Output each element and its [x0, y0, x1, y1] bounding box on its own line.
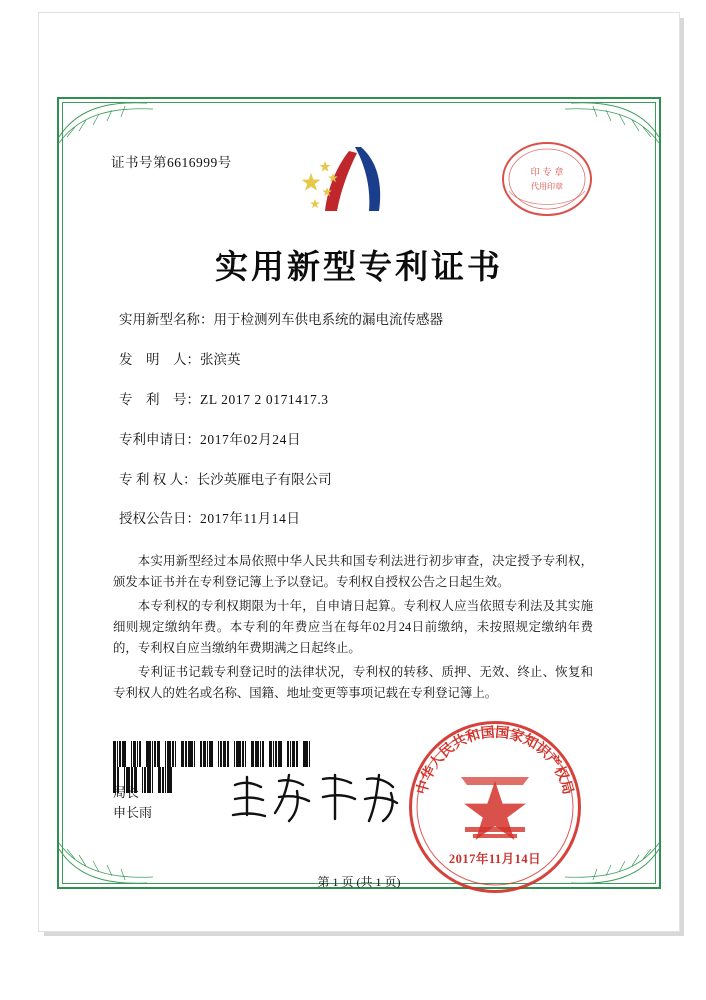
field-row	[119, 311, 589, 330]
field-value: 张滨英	[200, 351, 241, 367]
field-value: ZL 2017 2 0171417.3	[200, 391, 329, 407]
field-row	[119, 431, 589, 450]
sipo-logo-icon	[291, 143, 411, 221]
top-red-seal-icon	[499, 131, 595, 227]
official-red-seal	[409, 721, 581, 893]
field-row	[119, 351, 589, 370]
field-list	[119, 311, 589, 550]
field-value: 用于检测列车供电系统的漏电流传感器	[213, 312, 443, 327]
field-label: 专 利 号：	[119, 391, 200, 407]
field-value: 长沙英雁电子有限公司	[196, 471, 332, 487]
field-row	[119, 391, 589, 410]
director-block	[113, 783, 152, 823]
seal-date: 2017年11月14日	[448, 852, 542, 866]
field-label: 发 明 人：	[119, 351, 200, 367]
field-label: 专利申请日：	[119, 431, 200, 447]
certificate-number: 证书号第6616999号	[111, 155, 232, 170]
field-value: 2017年11月14日	[200, 511, 301, 527]
page-number: 第 1 页 (共 1 页)	[317, 875, 401, 889]
legal-paragraph: 本专利权的专利权期限为十年，自申请日起算。专利权人应当依照专利法及其实施细则规定缴纳年费。本专利的年费应当在每年02月24日前缴纳，未按照规定缴纳年费的，专利权自应当缴纳年费期满之日起终止。	[113, 598, 593, 656]
certificate-page	[38, 12, 680, 932]
director-title: 局长	[113, 785, 140, 800]
legal-paragraph: 专利证书记载专利登记时的法律状况，专利权的转移、质押、无效、终止、恢复和专利权人的姓名或名称、国籍、地址变更等事项记载在专利登记簿上。	[113, 664, 593, 700]
director-name: 申长雨	[113, 805, 153, 821]
field-row	[119, 510, 589, 529]
field-label: 授权公告日：	[119, 511, 200, 527]
certificate-content	[79, 121, 639, 889]
svg-text:印 专 章: 印 专 章	[530, 168, 564, 178]
field-label: 专 利 权 人：	[119, 471, 197, 487]
field-label: 实用新型名称：	[119, 312, 214, 327]
barcode	[113, 741, 313, 767]
handwritten-signature	[227, 769, 407, 829]
field-row	[119, 471, 589, 490]
field-value: 2017年02月24日	[200, 431, 302, 447]
legal-text-block	[113, 551, 593, 706]
page-title: 实用新型专利证书	[215, 247, 503, 286]
svg-text:代用印章: 代用印章	[531, 182, 563, 191]
seal-emblem-icon	[409, 721, 581, 893]
svg-text:中华人民共和国国家知识产权局: 中华人民共和国国家知识产权局	[414, 724, 576, 797]
legal-paragraph: 本实用新型经过本局依照中华人民共和国专利法进行初步审查，决定授予专利权，颁发本证书并在专利登记簿上予以登记。专利权自授权公告之日起生效。	[113, 554, 593, 590]
